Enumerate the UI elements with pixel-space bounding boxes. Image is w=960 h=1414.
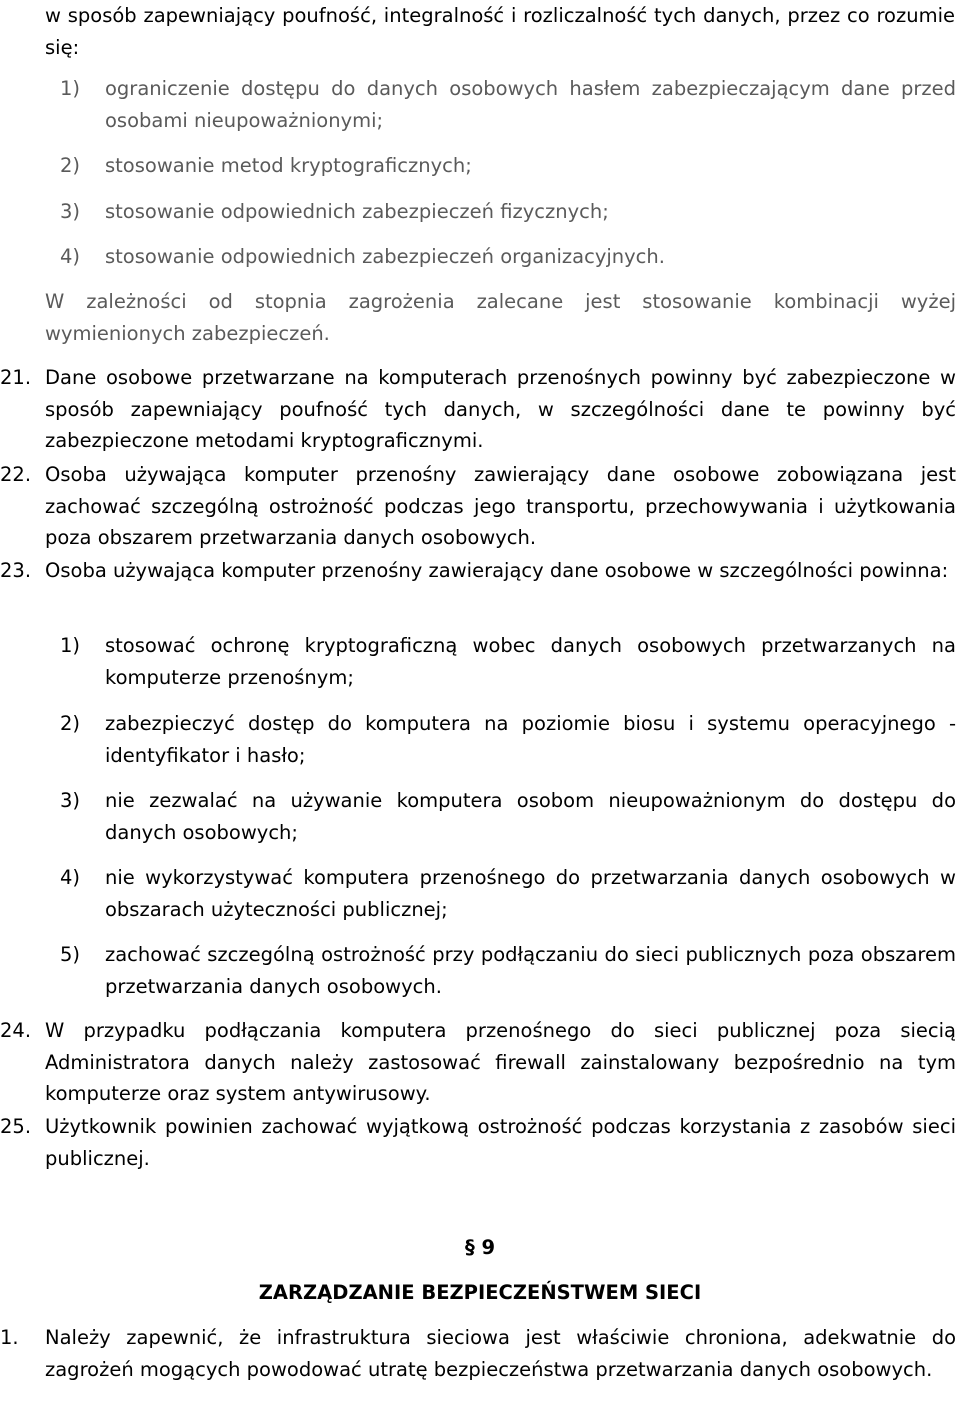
recommendation-text: W zależności od stopnia zagrożenia zalecane jest stosowanie kombinacji wyżej wymienionych zabezpieczeń. (45, 290, 956, 345)
section-title: ZARZĄDZANIE BEZPIECZEŃSTWEM SIECI (258, 1281, 702, 1304)
section-number: § 9 (464, 1236, 496, 1259)
measure-text: stosowanie odpowiednich zabezpieczeń organizacyjnych. (105, 245, 665, 268)
measure-number: 3) (60, 200, 81, 223)
measure-text: ograniczenie dostępu do danych osobowych hasłem zabezpieczającym dane przed osobami nieupoważnionymi; (105, 77, 956, 132)
point-number: 21. (0, 366, 32, 389)
measure-number: 2) (60, 154, 81, 177)
obligation-number: 2) (60, 712, 81, 735)
obligation-number: 1) (60, 634, 81, 657)
obligation-text: stosować ochronę kryptograficzną wobec danych osobowych przetwarzanych na komputerze przenośnym; (105, 634, 956, 689)
measure-text: stosowanie metod kryptograficznych; (105, 154, 472, 177)
point-text: Osoba używająca komputer przenośny zawierający dane osobowe zobowiązana jest zachować szczególną ostrożność podczas jego transportu, przechowywania i użytkowania poza obszarem przetwarzania danych osobowych. (45, 463, 956, 549)
measure-number: 4) (60, 245, 81, 268)
point-text: Osoba używająca komputer przenośny zawierający dane osobowe w szczególności powinna: (45, 559, 949, 582)
obligation-text: zachować szczególną ostrożność przy podłączaniu do sieci publicznych poza obszarem przetwarzania danych osobowych. (105, 943, 956, 998)
point-number: 25. (0, 1115, 32, 1138)
intro-text: w sposób zapewniający poufność, integralność i rozliczalność tych danych, przez co rozumie się: (45, 4, 955, 59)
point-text: Dane osobowe przetwarzane na komputerach przenośnych powinny być zabezpieczone w sposób zapewniający poufność tych danych, w szczególności dane te powinny być zabezpieczone metodami kryptograficznymi. (45, 366, 956, 452)
obligation-text: zabezpieczyć dostęp do komputera na poziomie biosu i systemu operacyjnego - identyfikator i hasło; (105, 712, 956, 767)
recommendation-paragraph (45, 286, 956, 349)
point-number: 23. (0, 559, 32, 582)
obligation-text: nie wykorzystywać komputera przenośnego do przetwarzania danych osobowych w obszarach użyteczności publicznej; (105, 866, 956, 921)
obligation-number: 3) (60, 789, 81, 812)
intro-paragraph (45, 0, 955, 63)
section-item-number: 1. (0, 1326, 19, 1349)
section-item-text: Należy zapewnić, że infrastruktura sieciowa jest właściwie chroniona, adekwatnie do zagrożeń mogących powodować utratę bezpieczeństwa przetwarzania danych osobowych. (45, 1326, 956, 1381)
point-number: 24. (0, 1019, 32, 1042)
point-text: W przypadku podłączania komputera przenośnego do sieci publicznej poza siecią Administratora danych należy zastosować firewall zainstalowany bezpośrednio na tym komputerze oraz system antywirusowy. (45, 1019, 956, 1105)
measure-text: stosowanie odpowiednich zabezpieczeń fizycznych; (105, 200, 609, 223)
obligation-text: nie zezwalać na używanie komputera osobom nieupoważnionym do dostępu do danych osobowych; (105, 789, 956, 844)
point-number: 22. (0, 463, 32, 486)
measure-number: 1) (60, 77, 81, 100)
point-text: Użytkownik powinien zachować wyjątkową ostrożność podczas korzystania z zasobów sieci publicznej. (45, 1115, 956, 1170)
obligation-number: 4) (60, 866, 81, 889)
obligation-number: 5) (60, 943, 81, 966)
